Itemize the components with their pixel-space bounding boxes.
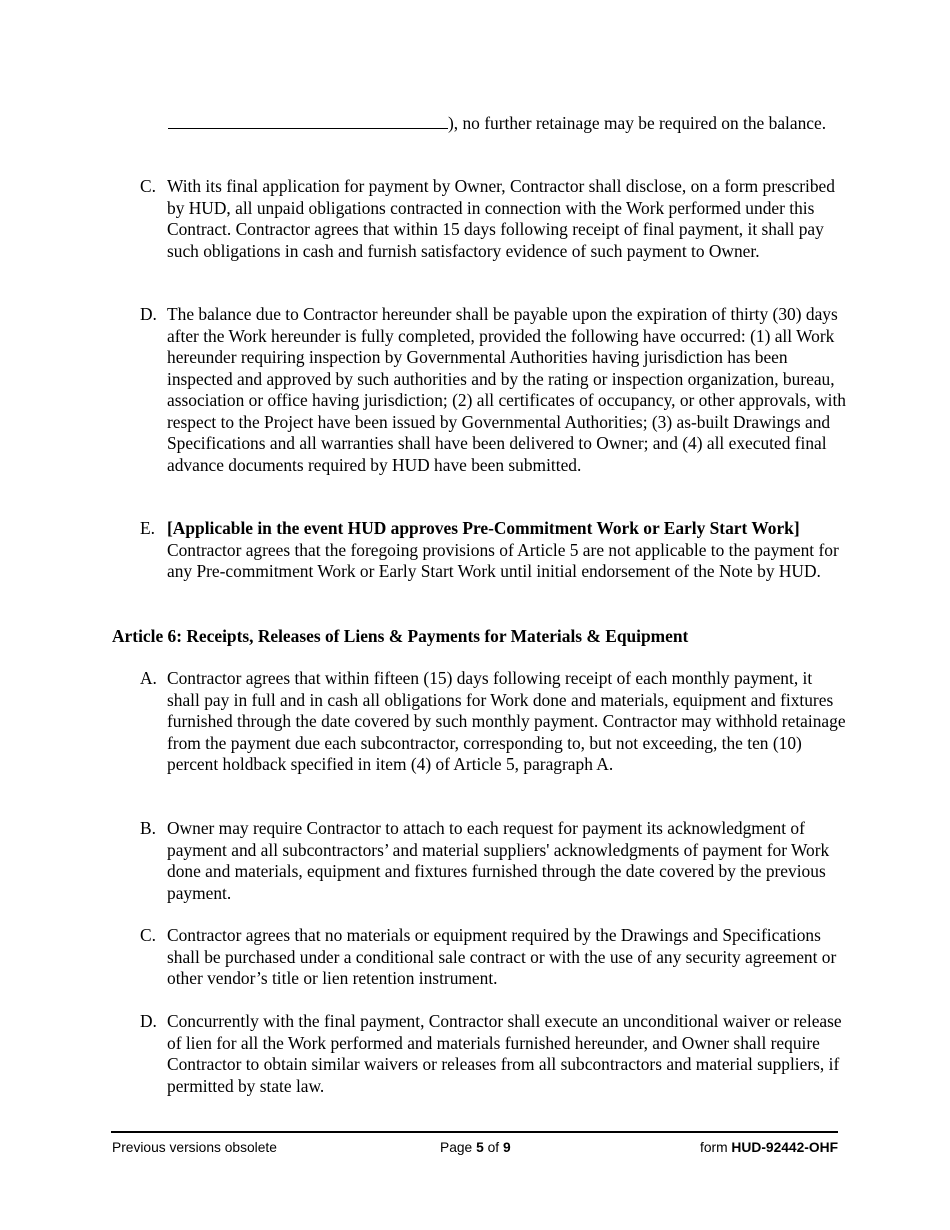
item-letter: B. — [140, 818, 156, 838]
article5-item-c — [140, 176, 848, 262]
item-letter: E. — [140, 518, 155, 538]
item-text: Owner may require Contractor to attach to each request for payment its acknowledgment of payment and all subcontractors’ and material suppliers' acknowledgments of payment for Work done and materials, equipment and fixtures furnished through the date covered by the previous payment. — [167, 818, 830, 903]
item-text: With its final application for payment by Owner, Contractor shall disclose, on a form prescribed by HUD, all unpaid obligations contracted in connection with the Work performed under this Contract. Contractor agrees that within 15 days following receipt of final payment, it shall pay such obligations in cash and furnish satisfactory evidence of such payment to Owner. — [167, 176, 835, 261]
item-letter: D. — [140, 1011, 157, 1031]
article5-item-e — [140, 518, 848, 583]
article6-item-c — [140, 925, 848, 990]
article6-heading: Article 6: Receipts, Releases of Liens & Payments for Materials & Equipment — [112, 626, 689, 646]
item-letter: C. — [140, 925, 156, 945]
item-text: The balance due to Contractor hereunder shall be payable upon the expiration of thirty (30) days after the Work hereunder is fully completed, provided the following have occurred: (1) all Work hereunder requiring inspection by Governmental Authorities having jurisdiction has been inspected and approved by such authorities and by the rating or inspection organization, bureau, association or office having jurisdiction; (2) all certificates of occupancy, or other approvals, with respect to the Project have been issued by Governmental Authorities; (3) as-built Drawings and Specifications and all warranties shall have been delivered to Owner; and (4) all executed final advance documents required by HUD have been submitted. — [167, 304, 846, 475]
page-prefix: Page — [440, 1140, 477, 1155]
continuation-text: ), no further retainage may be required on the balance. — [448, 113, 827, 133]
footer-page-number — [440, 1140, 511, 1156]
item-text: Contractor agrees that no materials or equipment required by the Drawings and Specifications shall be purchased under a conditional sale contract or with the use of any security agreement or other vendor’s title or lien retention instrument. — [167, 925, 837, 988]
article6-item-d — [140, 1011, 848, 1097]
page-total: 9 — [502, 1140, 511, 1155]
form-prefix: form — [699, 1140, 732, 1155]
fill-in-blank — [168, 112, 448, 129]
article6-item-b — [140, 818, 848, 904]
item-letter: A. — [140, 668, 157, 688]
item-text: Contractor agrees that within fifteen (15) days following receipt of each monthly payment, it shall pay in full and in cash all obligations for Work done and materials, equipment and fixtures furnished through the date covered by such monthly payment. Contractor may withhold retainage from the payment due each subcontractor, corresponding to, but not exceeding, the ten (10) percent holdback specified in item (4) of Article 5, paragraph A. — [167, 668, 846, 774]
page-of: of — [483, 1140, 503, 1155]
page-current: 5 — [476, 1140, 484, 1155]
continuation-paragraph — [168, 112, 848, 135]
item-letter: D. — [140, 304, 157, 324]
item-bold-text: [Applicable in the event HUD approves Pre-Commitment Work or Early Start Work] — [167, 518, 800, 538]
item-text: Contractor agrees that the foregoing provisions of Article 5 are not applicable to the payment for any Pre-commitment Work or Early Start Work until initial endorsement of the Note by HUD. — [167, 539, 839, 581]
form-number: HUD-92442-OHF — [731, 1140, 838, 1155]
item-text-wrapper — [167, 518, 848, 583]
footer-form-id — [700, 1140, 838, 1156]
article6-item-a — [140, 668, 848, 776]
item-letter: C. — [140, 176, 156, 196]
footer-divider — [111, 1131, 838, 1133]
footer-version-note: Previous versions obsolete — [112, 1140, 277, 1155]
item-text: Concurrently with the final payment, Contractor shall execute an unconditional waiver or release of lien for all the Work performed and materials furnished hereunder, and Owner shall require Contractor to obtain similar waivers or releases from all subcontractors and material suppliers, if permitted by state law. — [167, 1011, 842, 1096]
article5-item-d — [140, 304, 848, 476]
